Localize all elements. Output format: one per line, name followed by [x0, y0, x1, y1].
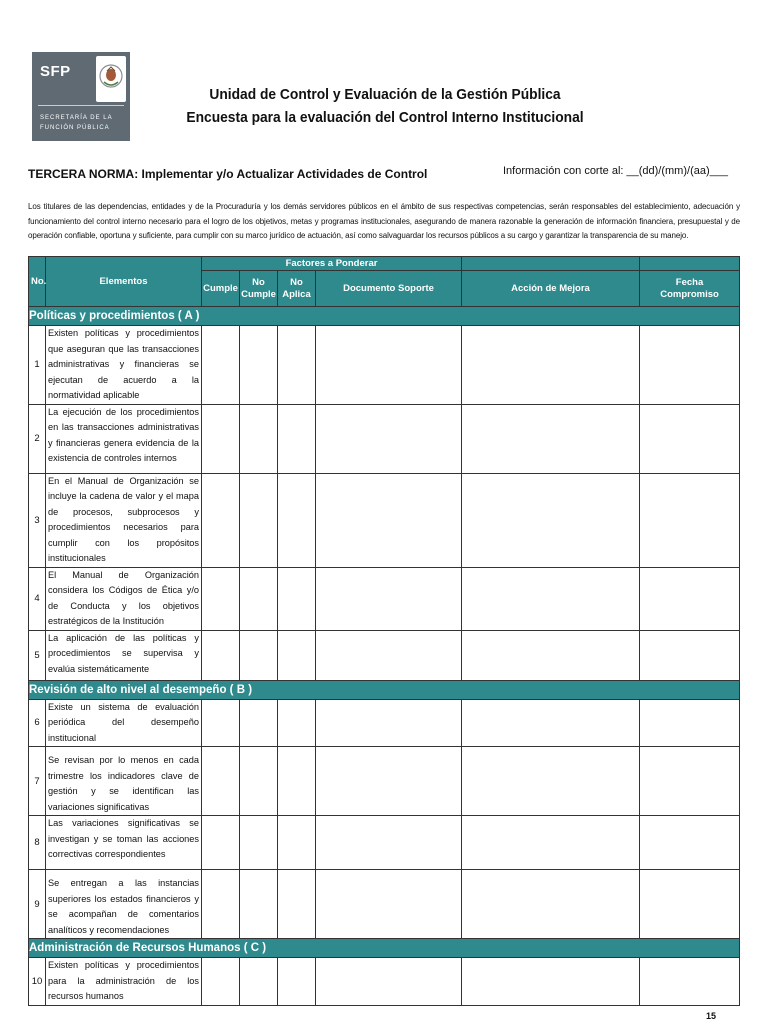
norma-heading: TERCERA NORMA: Implementar y/o Actualizar Actividades de Control	[28, 167, 428, 181]
cumple-cell[interactable]	[202, 473, 240, 567]
fecha-cell[interactable]	[640, 404, 740, 473]
no-aplica-cell[interactable]	[278, 958, 316, 1006]
table-row	[29, 958, 740, 1006]
table-row	[29, 747, 740, 816]
documento-cell[interactable]	[316, 747, 462, 816]
documento-cell[interactable]	[316, 404, 462, 473]
section-header-c: Administración de Recursos Humanos ( C )	[29, 939, 740, 958]
document-subtitle: Encuesta para la evaluación del Control Interno Institucional	[186, 109, 584, 126]
no-cumple-cell[interactable]	[240, 816, 278, 870]
no-cumple-cell[interactable]	[240, 699, 278, 747]
cumple-cell[interactable]	[202, 870, 240, 939]
accion-cell[interactable]	[462, 630, 640, 680]
no-aplica-cell[interactable]	[278, 816, 316, 870]
table-row	[29, 567, 740, 630]
row-number: 5	[29, 630, 46, 680]
row-element-text: La aplicación de las políticas y procedimientos se supervisa y evalúa sistemáticamente	[46, 630, 202, 680]
accion-cell[interactable]	[462, 870, 640, 939]
col-documento-header: Documento Soporte	[316, 271, 462, 307]
header-blank-1	[462, 257, 640, 271]
documento-cell[interactable]	[316, 816, 462, 870]
row-number: 7	[29, 747, 46, 816]
fecha-cell[interactable]	[640, 630, 740, 680]
accion-cell[interactable]	[462, 326, 640, 405]
accion-cell[interactable]	[462, 958, 640, 1006]
row-number: 1	[29, 326, 46, 405]
col-fecha-line1: Fecha	[675, 276, 704, 288]
row-number: 2	[29, 404, 46, 473]
intro-paragraph: Los titulares de las dependencias, entidades y de la Procuraduría y los demás servidores públicos en el ámbito de sus respectivas competencias, serán responsables del establecimiento, adecuación y funcionamiento del control interno necesario para el logro de los objetivos, metas y programas institucionales, asegurando de manera razonable la generación de información financiera, presupuestal y de operación confiable, oportuna y suficiente, para cumplir con su marco jurídico de actuación, así como salvaguardar los recursos públicos a su cargo y garantizar la transparencia de su manejo.	[28, 202, 740, 240]
cumple-cell[interactable]	[202, 747, 240, 816]
row-number: 6	[29, 699, 46, 747]
table-row	[29, 816, 740, 870]
cumple-cell[interactable]	[202, 326, 240, 405]
accion-cell[interactable]	[462, 473, 640, 567]
no-cumple-cell[interactable]	[240, 326, 278, 405]
cumple-cell[interactable]	[202, 404, 240, 473]
col-no-header: No.	[29, 257, 46, 307]
logo-org-line2: FUNCIÓN PÚBLICA	[40, 125, 110, 131]
row-number: 3	[29, 473, 46, 567]
no-cumple-cell[interactable]	[240, 958, 278, 1006]
factors-header: Factores a Ponderar	[202, 257, 462, 271]
cumple-cell[interactable]	[202, 816, 240, 870]
fecha-cell[interactable]	[640, 870, 740, 939]
no-cumple-cell[interactable]	[240, 747, 278, 816]
header-blank-2	[640, 257, 740, 271]
no-aplica-cell[interactable]	[278, 404, 316, 473]
row-element-text: Se revisan por lo menos en cada trimestre los indicadores clave de gestión y se identifican las variaciones significativas	[46, 747, 202, 816]
col-no-cumple-header	[240, 271, 278, 307]
row-element-text: La ejecución de los procedimientos en las transacciones administrativas y financieras genera evidencia de la existencia de controles internos	[46, 404, 202, 473]
no-aplica-cell[interactable]	[278, 870, 316, 939]
fecha-cell[interactable]	[640, 326, 740, 405]
documento-cell[interactable]	[316, 567, 462, 630]
no-aplica-cell[interactable]	[278, 473, 316, 567]
no-aplica-cell[interactable]	[278, 747, 316, 816]
cutoff-date-field[interactable]: Información con corte al: __(dd)/(mm)/(aa)___	[503, 165, 728, 177]
documento-cell[interactable]	[316, 699, 462, 747]
section-header-a: Políticas y procedimientos ( A )	[29, 307, 740, 326]
row-element-text: Las variaciones significativas se investigan y se toman las acciones correctivas correspondientes	[46, 816, 202, 870]
col-no-cumple-line2: Cumple	[241, 288, 276, 300]
accion-cell[interactable]	[462, 404, 640, 473]
no-cumple-cell[interactable]	[240, 630, 278, 680]
no-cumple-cell[interactable]	[240, 473, 278, 567]
fecha-cell[interactable]	[640, 567, 740, 630]
row-number: 4	[29, 567, 46, 630]
row-element-text: Existen políticas y procedimientos que aseguran que las transacciones administrativas y financieras se ejecutan de acuerdo a la normatividad aplicable	[46, 326, 202, 405]
no-aplica-cell[interactable]	[278, 699, 316, 747]
table-row	[29, 630, 740, 680]
row-element-text: En el Manual de Organización se incluye la cadena de valor y el mapa de procesos, subprocesos y procedimientos necesarios para cumplir con los propósitos institucionales	[46, 473, 202, 567]
row-number: 10	[29, 958, 46, 1006]
fecha-cell[interactable]	[640, 473, 740, 567]
documento-cell[interactable]	[316, 958, 462, 1006]
fecha-cell[interactable]	[640, 816, 740, 870]
page-number: 15	[706, 1011, 717, 1021]
row-element-text: Se entregan a las instancias superiores los estados financieros y se acompañan de comentarios analíticos y recomendaciones	[46, 870, 202, 939]
cumple-cell[interactable]	[202, 699, 240, 747]
document-title: Unidad de Control y Evaluación de la Gestión Pública	[209, 86, 561, 103]
row-number: 8	[29, 816, 46, 870]
table-row	[29, 699, 740, 747]
fecha-cell[interactable]	[640, 699, 740, 747]
col-elementos-header: Elementos	[46, 257, 202, 307]
logo-org-line1: SECRETARÍA DE LA	[40, 115, 113, 121]
accion-cell[interactable]	[462, 816, 640, 870]
no-cumple-cell[interactable]	[240, 870, 278, 939]
col-no-aplica-header: No Aplica	[278, 271, 316, 307]
documento-cell[interactable]	[316, 473, 462, 567]
col-no-cumple-line1: No	[252, 276, 265, 288]
table-row	[29, 473, 740, 567]
table-row	[29, 870, 740, 939]
row-element-text: Existen políticas y procedimientos para la administración de los recursos humanos	[46, 958, 202, 1006]
accion-cell[interactable]	[462, 699, 640, 747]
row-number: 9	[29, 870, 46, 939]
no-aplica-cell[interactable]	[278, 630, 316, 680]
table-row	[29, 404, 740, 473]
documento-cell[interactable]	[316, 326, 462, 405]
documento-cell[interactable]	[316, 630, 462, 680]
table-row	[29, 326, 740, 405]
no-cumple-cell[interactable]	[240, 404, 278, 473]
evaluation-table	[28, 256, 740, 1006]
row-element-text: Existe un sistema de evaluación periódica del desempeño institucional	[46, 699, 202, 747]
fecha-cell[interactable]	[640, 958, 740, 1006]
logo-divider	[38, 105, 124, 106]
col-accion-header: Acción de Mejora	[462, 271, 640, 307]
accion-cell[interactable]	[462, 567, 640, 630]
fecha-cell[interactable]	[640, 747, 740, 816]
cumple-cell[interactable]	[202, 567, 240, 630]
cumple-cell[interactable]	[202, 630, 240, 680]
accion-cell[interactable]	[462, 747, 640, 816]
cumple-cell[interactable]	[202, 958, 240, 1006]
row-element-text: El Manual de Organización considera los Códigos de Ética y/o de Conducta y los objetivos estratégicos de la Institución	[46, 567, 202, 630]
col-fecha-header	[640, 271, 740, 307]
no-aplica-cell[interactable]	[278, 567, 316, 630]
documento-cell[interactable]	[316, 870, 462, 939]
no-aplica-cell[interactable]	[278, 326, 316, 405]
logo-brand: SFP	[40, 63, 71, 80]
no-cumple-cell[interactable]	[240, 567, 278, 630]
section-header-b: Revisión de alto nivel al desempeño ( B )	[29, 680, 740, 699]
col-fecha-line2: Compromiso	[660, 288, 719, 300]
col-cumple-header: Cumple	[202, 271, 240, 307]
